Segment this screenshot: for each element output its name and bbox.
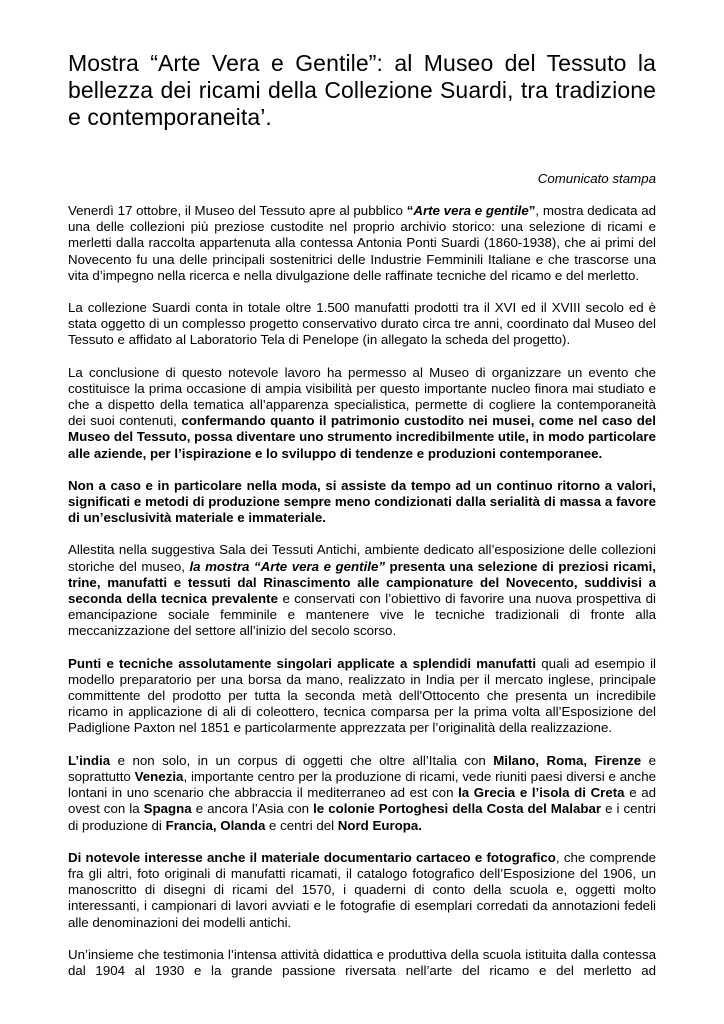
p6-text-1: quali ad esempio il modello preparatorio per una borsa da mano, realizzato in India per il mercato inglese, principale committente del prodotto per tutta la seconda metà dell'Ottocento che presenta un incredibile ricamo in applicazione di ali di coleottero, tecnica comparsa per la prima volta all’Esposizione del Padiglione Paxton nel 1851 e particolarmente apprezzata per l’originalità della realizzazione. — [68, 655, 656, 736]
p7-text-3: , importante centro per la produzione di ricami, vede riuniti paesi diversi e anche lontani in uno scenario che abbraccia il mediterraneo ad est con — [68, 768, 656, 801]
p8-text-1: , che comprende fra gli altri, foto originali di manufatti ricamati, il catalogo fotografico dell’Esposizione del 1906, un manoscritto di disegni di ricami del 1570, i quaderni di conto della scuola e, oggetti molto interessanti, i campionari di lavori avviati e le fotografie di esemplari corredati da annotazioni fedeli alle denominazioni dei modelli antichi. — [68, 849, 656, 930]
paragraph-3 — [68, 365, 656, 462]
p7-text-4: e ad ovest con la — [68, 785, 656, 817]
p7-text-2: e soprattutto — [68, 752, 656, 784]
p3-bold-1: confermando quanto il patrimonio custodito nei musei, come nel caso del Museo del Tessuto, possa diventare uno strumento incredibilmente utile, in modo particolare alle aziende, per l’ispirazione e lo sviluppo di tendenze e produzioni contemporanee. — [68, 413, 656, 461]
p1-quote-open: “ — [406, 203, 414, 218]
document-page — [68, 50, 656, 979]
p7-text-7: e centri del — [265, 817, 338, 833]
p7-bold-7: Francia, Olanda — [165, 817, 266, 833]
p5-text-1: Allestita nella suggestiva Sala dei Tessuti Antichi, ambiente dedicato all’esposizione delle collezioni storiche del museo, — [68, 542, 656, 574]
p7-bold-1: L’india — [68, 752, 111, 768]
paragraph-2: La collezione Suardi conta in totale oltre 1.500 manufatti prodotti tra il XVI ed il XVIII secolo ed è stata oggetto di un complesso progetto conservativo durato circa tre anni, coordinato dal Museo del Tessuto e affidato al Laboratorio Tela di Penelope (in allegato la scheda del progetto). — [68, 300, 656, 348]
p8-bold-1: Di notevole interesse anche il materiale documentario cartaceo e fotografico — [68, 849, 556, 865]
p7-text-1: e non solo, in un corpus di oggetti che oltre all’Italia con — [110, 752, 494, 768]
page-title: Mostra “Arte Vera e Gentile”: al Museo del Tessuto la bellezza dei ricami della Collezione Suardi, tra tradizione e contemporaneita’. — [68, 50, 656, 130]
p7-bold-6: le colonie Portoghesi della Costa del Malabar — [313, 801, 602, 817]
p1-quote-close: ” — [528, 203, 536, 218]
paragraph-1 — [68, 203, 656, 284]
p7-bold-3: Venezia — [134, 768, 184, 784]
p5-bold-1: presenta una selezione di preziosi ricami, trine, manufatti e tessuti dal Rinascimento alle campionature del Novecento, suddivisi a seconda della tecnica prevalente — [68, 558, 656, 607]
paragraph-9: Un’insieme che testimonia l’intensa attività didattica e produttiva della scuola istituita dalla contessa dal 1904 al 1930 e la grande passione riversata nell’arte del ricamo e del merletto ad — [68, 946, 656, 978]
p7-bold-2: Milano, Roma, Firenze — [493, 752, 642, 768]
paragraph-8 — [68, 850, 656, 931]
p3-text-1: La conclusione di questo notevole lavoro ha permesso al Museo di organizzare un evento che costituisce la prima occasione di ampia visibilità per questo importante nucleo finora mai studiato e che a dispetto della tematica all’apparenza specialistica, permette di cogliere la contemporaneità dei suoi contenuti, — [68, 364, 656, 429]
paragraph-5 — [68, 542, 656, 639]
p4-bold: Non a caso e in particolare nella moda, si assiste da tempo ad un continuo ritorno a valori, significati e metodi di produzione sempre meno condizionati dalla serialità di massa a favore di un’esclusività materiale e immateriale. — [68, 477, 656, 526]
p6-bold-1: Punti e tecniche assolutamente singolari applicate a splendidi manufatti — [68, 655, 537, 671]
p7-bold-5: Spagna — [143, 801, 192, 817]
paragraph-4 — [68, 478, 656, 527]
p1-exhibition-name: Arte vera e gentile — [413, 203, 529, 218]
paragraph-6 — [68, 656, 656, 737]
p5-bold-italic-1: la mostra “Arte vera e gentile” — [189, 558, 386, 574]
paragraph-7 — [68, 753, 656, 834]
p1-text-2: , mostra dedicata ad una delle collezioni più preziose custodite nel proprio archivio storico: una selezione di ricami e merletti dalla raccolta appartenuta alla contessa Antonia Ponti Suardi (1860-1938), che ai primi del Novecento fu una delle principali sostenitrici delle Industrie Femminili Italiane e che trascorse una vita d’impegno nella ricerca e nella divulgazione delle raffinate tecniche del ricamo e del merletto. — [68, 203, 656, 283]
p7-bold-4: la Grecia e l’isola di Creta — [458, 785, 625, 801]
p7-text-6: e i centri di produzione di — [68, 801, 656, 833]
p1-text-1: Venerdì 17 ottobre, il Museo del Tessuto apre al pubblico — [68, 203, 407, 218]
p5-text-2: e conservati con l’obiettivo di favorire una nuova prospettiva di emancipazione sociale femminile e mantenere vive le tecniche tradizionali di fronte alla meccanizzazione del settore all’inizio del secolo scorso. — [68, 591, 656, 639]
document-type-label: Comunicato stampa — [537, 171, 656, 186]
p7-bold-8: Nord Europa. — [337, 817, 422, 833]
p7-text-5: e ancora l’Asia con — [191, 801, 314, 817]
